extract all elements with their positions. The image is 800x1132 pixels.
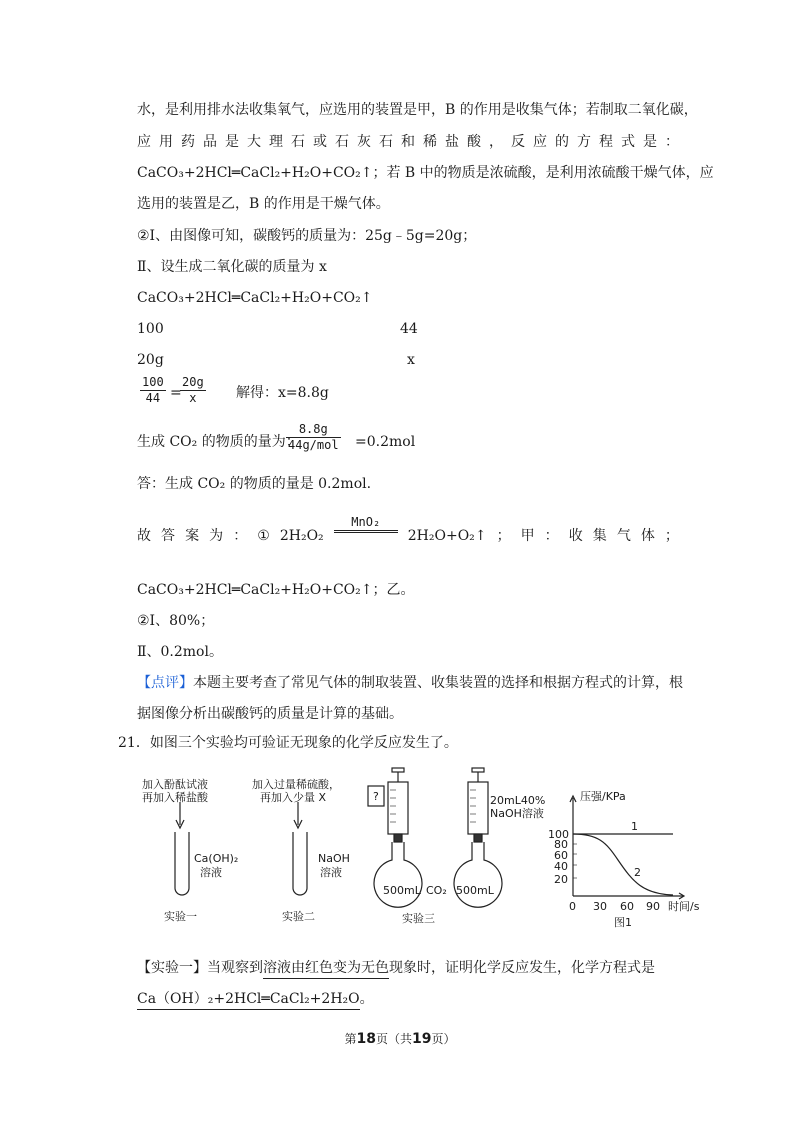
text-line-2-char: 应 [137, 134, 151, 150]
exp3-left-plunger-cap [392, 768, 404, 772]
graph-ytick-20: 20 [554, 873, 568, 886]
comment-text: 本题主要考查了常见气体的制取装置、收集装置的选择和根据方程式的计算，根 [193, 675, 683, 691]
text-line-6: Ⅱ、设生成二氧化碳的质量为 x [137, 259, 327, 275]
equation-line: CaCO₃+2HCl═CaCl₂+H₂O+CO₂↑ [137, 290, 373, 306]
question-21-title: 21．如图三个实验均可验证无现象的化学反应发生了。 [118, 735, 458, 751]
fraction-numerator: 100 [142, 375, 164, 389]
experiment-1-suffix: 现象时，证明化学反应发生，化学方程式是 [389, 960, 655, 976]
exp3-left-flask [374, 842, 422, 907]
footer-total-pages: 19 [412, 1031, 432, 1047]
answer-summary-token: 收 [568, 528, 583, 544]
ratio-left-20g: 20g [137, 352, 164, 368]
graph-curve-2-label: 2 [634, 866, 641, 879]
answer-summary-token: 气 [616, 528, 631, 544]
fraction-denominator: x [189, 391, 197, 405]
exp3-caption: 实验三 [402, 912, 435, 925]
comment-line-2: 据图像分析出碳酸钙的质量是计算的基础。 [137, 706, 403, 722]
ratio-left-100: 100 [137, 321, 164, 337]
ratio-right-x: x [407, 352, 415, 368]
text-line-2-char: 药 [181, 134, 195, 150]
footer-mid: 页（共 [375, 1032, 412, 1046]
exp2-top-label-2: 再加入少量 X [260, 791, 327, 804]
text-line-2-char: 和 [401, 134, 415, 150]
graph-ytick-60: 60 [554, 849, 568, 862]
footer-suffix: 页） [431, 1032, 456, 1046]
exp2-side-label: NaOH [318, 852, 350, 865]
experiment-figure [128, 760, 708, 935]
text-line-2-char: 应 [533, 134, 547, 150]
fraction-numerator: 20g [182, 375, 204, 389]
exp3-syringe-label-2: NaOH溶液 [490, 807, 544, 820]
mole-line-suffix: =0.2mol [355, 434, 416, 450]
footer-prefix: 第 [344, 1032, 357, 1046]
graph-curve-2 [573, 834, 673, 895]
answer-summary-token: 为 [209, 528, 224, 544]
graph-ytick-100: 100 [548, 828, 569, 841]
mole-line-prefix: 生成 CO₂ 的物质的量为： [137, 434, 300, 450]
text-line-2-char: 大 [247, 134, 261, 150]
answer-summary-token: 集 [592, 528, 607, 544]
answer-line: 答：生成 CO₂ 的物质的量是 0.2mol. [137, 476, 372, 492]
text-line-2-char: 石 [335, 134, 349, 150]
graph-ytick-80: 80 [554, 838, 568, 851]
exp3-syringe-label: 20mL40% [490, 794, 546, 807]
answer-summary-token: 案 [185, 528, 200, 544]
answer-mol: Ⅱ、0.2mol。 [137, 644, 223, 660]
comment-line-1 [137, 673, 683, 693]
experiment-1-observation-blank: 溶液由红色变为无色 [263, 958, 389, 979]
exp3-right-plunger-cap [472, 768, 484, 772]
answer-summary-token: ； [496, 528, 511, 544]
answer-summary-token: 甲 [520, 528, 535, 544]
fraction-numerator: 8.8g [298, 422, 328, 436]
page-footer [0, 1030, 800, 1047]
exp3-unknown-reagent: ? [373, 790, 379, 803]
equals-sign: = [170, 385, 182, 401]
graph-x-label: 时间/s [668, 900, 700, 913]
text-line-2-char: ， [489, 134, 503, 150]
text-line-2-char: 是 [643, 134, 657, 150]
answer-summary-token: 2H₂O+O₂↑ [407, 528, 487, 544]
text-line-2-char: 程 [599, 134, 613, 150]
answer-summary-token: ； [664, 528, 679, 544]
answer-summary-token: 体 [640, 528, 655, 544]
exp3-right-flask-volume: 500mL [456, 884, 494, 897]
text-line-2-char: 理 [269, 134, 283, 150]
fraction-denominator: 44 [145, 391, 161, 405]
graph-curve-1-label: 1 [631, 820, 638, 833]
text-line-5: ②Ⅰ、由图像可知，碳酸钙的质量为：25g﹣5g=20g； [137, 228, 477, 244]
answer-summary-token: ： [544, 528, 559, 544]
answer-summary-token: ： [233, 528, 248, 544]
graph-xtick-60: 60 [620, 900, 634, 913]
answer-summary-line [137, 515, 679, 546]
text-line-2 [137, 132, 679, 152]
fraction-denominator: 44g/mol [288, 438, 339, 452]
exp2-test-tube [293, 832, 307, 895]
text-line-2-char: 方 [577, 134, 591, 150]
text-line-2-char: 是 [225, 134, 239, 150]
text-line-2-char: 用 [159, 134, 173, 150]
graph-caption: 图1 [614, 916, 632, 929]
answer-percent: ②Ⅰ、80%； [137, 613, 215, 629]
exp1-caption: 实验一 [164, 910, 197, 923]
text-line-2-char: 石 [291, 134, 305, 150]
exp1-test-tube [175, 832, 189, 895]
fraction-20g-x [180, 375, 206, 406]
exp2-side-label-2: 溶液 [320, 866, 342, 879]
fraction-100-44 [140, 375, 166, 406]
answer-summary-token: 故 [137, 528, 151, 544]
text-line-2-char: 的 [555, 134, 569, 150]
exp2-caption: 实验二 [282, 910, 315, 923]
experiment-1-equation-suffix: 。 [359, 991, 374, 1007]
text-line-3: CaCO₃+2HCl═CaCl₂+H₂O+CO₂↑；若 B 中的物质是浓硫酸，是利用浓硫酸干燥气体，应 [137, 165, 714, 181]
text-line-2-char: 反 [511, 134, 525, 150]
text-line-2-char: ： [665, 134, 679, 150]
text-line-2-char: 盐 [445, 134, 459, 150]
exp1-top-label-2: 再加入稀盐酸 [142, 791, 208, 804]
text-line-2-char: 灰 [357, 134, 371, 150]
exp3-left-flask-volume: 500mL [383, 884, 421, 897]
graph-ytick-40: 40 [554, 860, 568, 873]
exp1-top-label: 加入酚酞试液 [142, 778, 208, 791]
text-line-4: 选用的装置是乙，B 的作用是干燥气体。 [137, 196, 390, 212]
exp3-right-flask [454, 842, 502, 907]
text-line-2-char: 酸 [467, 134, 481, 150]
text-line-1: 水，是利用排水法收集氧气，应选用的装置是甲，B 的作用是收集气体；若制取二氧化碳， [137, 102, 698, 118]
experiment-1-equation-blank: Ca（OH）₂+2HCl═CaCl₂+2H₂O [137, 989, 360, 1010]
graph-xtick-90: 90 [646, 900, 660, 913]
catalyst-over-arrow: MnO₂ [334, 516, 398, 536]
graph-xtick-30: 30 [593, 900, 607, 913]
answer-summary-token: ① [257, 528, 270, 544]
exp2-top-label: 加入过量稀硫酸， [252, 778, 340, 791]
comment-tag: 【点评】 [137, 675, 193, 691]
answer-summary-token: 2H₂O₂ [279, 528, 324, 544]
fraction-mass-over-molar [286, 422, 341, 453]
experiment-1-answer-line [137, 958, 655, 979]
text-line-2-char: 式 [621, 134, 635, 150]
experiment-1-equation-line [137, 989, 374, 1010]
text-line-2-char: 品 [203, 134, 217, 150]
solve-result: 解得：x=8.8g [236, 385, 329, 401]
answer-co2-equation: CaCO₃+2HCl═CaCl₂+H₂O+CO₂↑；乙。 [137, 582, 415, 598]
experiment-1-prefix: 【实验一】当观察到 [137, 960, 263, 976]
answer-summary-token: 答 [161, 528, 176, 544]
graph-xtick-0: 0 [569, 900, 576, 913]
graph-y-label: 压强/KPa [580, 790, 626, 803]
text-line-2-char: 或 [313, 134, 327, 150]
text-line-2-char: 稀 [423, 134, 437, 150]
ratio-right-44: 44 [400, 321, 418, 337]
footer-page-number: 18 [356, 1031, 376, 1047]
exp3-co2-label: CO₂ [426, 884, 447, 897]
text-line-2-char: 石 [379, 134, 393, 150]
exp1-side-label: Ca(OH)₂ [194, 852, 239, 865]
exp1-side-label-2: 溶液 [200, 866, 222, 879]
